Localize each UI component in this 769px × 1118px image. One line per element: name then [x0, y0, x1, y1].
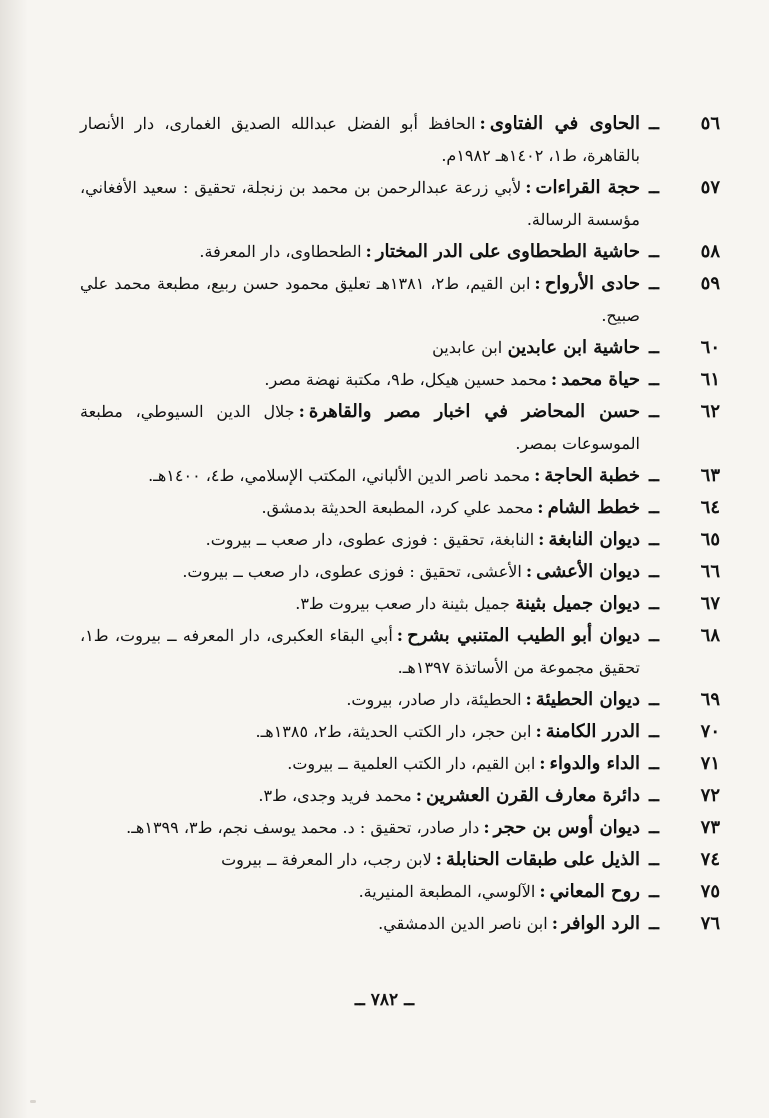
entry-number: ٧٠: [700, 721, 720, 742]
entry-separator: :: [550, 370, 558, 390]
entry-title: خطبة الحاجة: [544, 465, 640, 486]
entry-number: ٥٨: [700, 241, 720, 262]
bibliography-list: [80, 108, 720, 940]
entry-title: الحاوى في الفتاوى: [489, 113, 640, 134]
entry-number: ٧١: [700, 753, 720, 774]
entry-body: [80, 172, 640, 236]
entry-body: [80, 876, 640, 908]
bibliography-entry: [80, 844, 720, 876]
entry-number: ٧٤: [700, 849, 720, 870]
bibliography-entry: [80, 364, 720, 396]
entry-text: ابن القيم، دار الكتب العلمية ــ بيروت.: [287, 754, 536, 773]
entry-text: ابن ناصر الدين الدمشقي.: [378, 914, 548, 933]
entry-title: ديوان الحطيئة: [535, 689, 640, 710]
entry-dash: ــ: [649, 850, 659, 870]
entry-dash: ــ: [649, 754, 659, 774]
bibliography-entry: [80, 492, 720, 524]
entry-text: ابن حجر، دار الكتب الحديثة، ط٢، ١٣٨٥هـ.: [255, 722, 532, 741]
entry-dash: ــ: [649, 818, 659, 838]
entry-title: ديوان جميل بثينة: [515, 593, 640, 614]
entry-dash: ــ: [649, 882, 659, 902]
entry-text: أبي البقاء العكبرى، دار المعرفه ــ بيروت، ط١، تحقيق مجموعة من الأساتذة ١٣٩٧هـ.: [80, 626, 640, 677]
entry-body: [80, 748, 640, 780]
entry-body: [80, 684, 640, 716]
entry-separator: :: [534, 466, 541, 486]
entry-text: محمد علي كرد، المطبعة الحديثة بدمشق.: [261, 498, 534, 517]
entry-separator: :: [365, 242, 372, 262]
entry-title: حسن المحاضر في اخبار مصر والقاهرة: [308, 401, 640, 422]
entry-dash: ــ: [649, 242, 659, 262]
entry-separator: :: [537, 498, 544, 518]
entry-dash: ــ: [649, 498, 659, 518]
entry-number: ٦٣: [700, 465, 720, 486]
entry-dash: ــ: [649, 178, 659, 198]
entry-body: [80, 108, 640, 172]
entry-separator: :: [525, 562, 533, 582]
page-number: ــ ٧٨٢ ــ: [354, 990, 415, 1010]
entry-separator: :: [534, 274, 541, 294]
entry-dash: ــ: [649, 722, 659, 742]
entry-body: [80, 908, 640, 940]
entry-separator: :: [539, 754, 546, 774]
entry-dash: ــ: [649, 914, 659, 934]
entry-number: ٦٤: [700, 497, 720, 518]
bibliography-entry: [80, 716, 720, 748]
bibliography-entry: [80, 236, 720, 268]
bibliography-entry: [80, 876, 720, 908]
entry-body: [80, 364, 640, 396]
entry-dash: ــ: [649, 626, 659, 646]
entry-title: الداء والدواء: [549, 753, 640, 774]
entry-separator: :: [415, 786, 423, 806]
bibliography-entry: [80, 748, 720, 780]
bibliography-entry: [80, 460, 720, 492]
entry-text: جلال الدين السيوطي، مطبعة الموسوعات بمصر.: [80, 402, 640, 453]
entry-title: روح المعاني: [549, 881, 640, 902]
bibliography-entry: [80, 620, 720, 684]
entry-dash: ــ: [649, 690, 659, 710]
entry-text: الآلوسي، المطبعة المنيرية.: [358, 882, 536, 901]
entry-title: ديوان النابغة: [548, 529, 640, 550]
entry-text: ابن القيم، ط٢، ١٣٨١هـ تعليق محمود حسن ربيع، مطبعة محمد علي صبيح.: [80, 274, 640, 325]
bibliography-entry: [80, 908, 720, 940]
entry-number: ٧٢: [700, 785, 720, 806]
entry-number: ٦١: [700, 369, 720, 390]
entry-number: ٦٧: [700, 593, 720, 614]
entry-dash: ــ: [649, 274, 659, 294]
entry-text: الأعشى، تحقيق : فوزى عطوى، دار صعب ــ بيروت.: [182, 562, 522, 581]
entry-body: [80, 844, 640, 876]
entry-text: الحطيئة، دار صادر، بيروت.: [346, 690, 522, 709]
entry-dash: ــ: [649, 338, 659, 358]
entry-title: حادى الأرواح: [544, 273, 640, 294]
entry-body: [80, 556, 640, 588]
entry-number: ٧٥: [700, 881, 720, 902]
entry-number: ٦٨: [700, 625, 720, 646]
bibliography-entry: [80, 108, 720, 172]
entry-dash: ــ: [649, 370, 659, 390]
entry-body: [80, 716, 640, 748]
entry-separator: :: [535, 722, 542, 742]
entry-title: دائرة معارف القرن العشرين: [426, 785, 640, 806]
entry-title: ديوان أوس بن حجر: [493, 817, 640, 838]
entry-text: دار صادر، تحقيق : د. محمد يوسف نجم، ط٣، ١٣٩٩هـ.: [126, 818, 480, 837]
bibliography-entry: [80, 268, 720, 332]
scan-speck: [30, 1100, 36, 1103]
entry-body: [80, 332, 640, 364]
entry-text: محمد ناصر الدين الألباني، المكتب الإسلامي، ط٤، ١٤٠٠هـ.: [148, 466, 531, 485]
bibliography-entry: [80, 172, 720, 236]
entry-title: حاشية ابن عابدين: [507, 337, 640, 358]
entry-dash: ــ: [649, 466, 659, 486]
entry-number: ٦٦: [700, 561, 720, 582]
entry-number: ٦٥: [700, 529, 720, 550]
entry-dash: ــ: [649, 786, 659, 806]
entry-dash: ــ: [649, 114, 659, 134]
entry-text: محمد فريد وجدى، ط٣.: [258, 786, 412, 805]
bibliography-entry: [80, 556, 720, 588]
entry-dash: ــ: [649, 530, 659, 550]
entry-body: [80, 588, 640, 620]
entry-number: ٧٣: [700, 817, 720, 838]
entry-text: جميل بثينة دار صعب بيروت ط٣.: [295, 594, 510, 613]
bibliography-entry: [80, 812, 720, 844]
entry-separator: :: [525, 690, 532, 710]
entry-number: ٥٩: [700, 273, 720, 294]
entry-title: الذيل على طبقات الحنابلة: [445, 849, 640, 870]
entry-body: [80, 460, 640, 492]
entry-dash: ــ: [649, 562, 659, 582]
entry-dash: ــ: [649, 402, 659, 422]
entry-body: [80, 396, 640, 460]
entry-title: حاشية الطحطاوى على الدر المختار: [375, 241, 640, 262]
entry-title: الدرر الكامنة: [545, 721, 640, 742]
bibliography-entry: [80, 332, 720, 364]
entry-title: الرد الوافر: [561, 913, 640, 934]
entry-body: [80, 268, 640, 332]
entry-title: ديوان أبو الطيب المتنبي بشرح: [407, 625, 640, 646]
entry-body: [80, 780, 640, 812]
entry-text: الطحطاوى، دار المعرفة.: [199, 242, 362, 261]
entry-separator: :: [435, 850, 442, 870]
entry-body: [80, 812, 640, 844]
entry-dash: ــ: [649, 594, 659, 614]
entry-separator: :: [551, 914, 558, 934]
entry-separator: :: [525, 178, 532, 198]
entry-title: حياة محمد: [561, 369, 640, 390]
entry-separator: :: [396, 626, 404, 646]
entry-number: ٧٦: [700, 913, 720, 934]
bibliography-entry: [80, 396, 720, 460]
entry-title: خطط الشام: [547, 497, 640, 518]
entry-text: لأبي زرعة عبدالرحمن بن محمد بن زنجلة، تحقيق : سعيد الأفغاني، مؤسسة الرسالة.: [80, 178, 640, 229]
entry-text: النابغة، تحقيق : فوزى عطوى، دار صعب ــ بيروت.: [205, 530, 535, 549]
entry-separator: :: [479, 114, 486, 134]
bibliography-entry: [80, 524, 720, 556]
entry-body: [80, 524, 640, 556]
entry-body: [80, 620, 640, 684]
entry-separator: :: [539, 882, 546, 902]
entry-number: ٥٦: [700, 113, 720, 134]
page-edge-shadow: [0, 0, 28, 1118]
entry-number: ٥٧: [700, 177, 720, 198]
entry-number: ٦٠: [700, 337, 720, 358]
entry-title: حجة القراءات: [535, 177, 640, 198]
entry-text: محمد حسين هيكل، ط٩، مكتبة نهضة مصر.: [264, 370, 547, 389]
entry-text: الحافظ أبو الفضل عبدالله الصديق الغمارى، دار الأنصار بالقاهرة، ط١، ١٤٠٢هـ ١٩٨٢م.: [80, 114, 640, 165]
entry-separator: :: [483, 818, 490, 838]
entry-separator: :: [298, 402, 305, 422]
entry-body: [80, 236, 640, 268]
entry-separator: :: [538, 530, 545, 550]
entry-body: [80, 492, 640, 524]
bibliography-entry: [80, 684, 720, 716]
entry-number: ٦٢: [700, 401, 720, 422]
entry-text: لابن رجب، دار المعرفة ــ بيروت: [221, 850, 432, 869]
entry-text: ابن عابدين: [432, 338, 503, 357]
bibliography-entry: [80, 780, 720, 812]
bibliography-entry: [80, 588, 720, 620]
entry-number: ٦٩: [700, 689, 720, 710]
entry-title: ديوان الأعشى: [536, 561, 640, 582]
